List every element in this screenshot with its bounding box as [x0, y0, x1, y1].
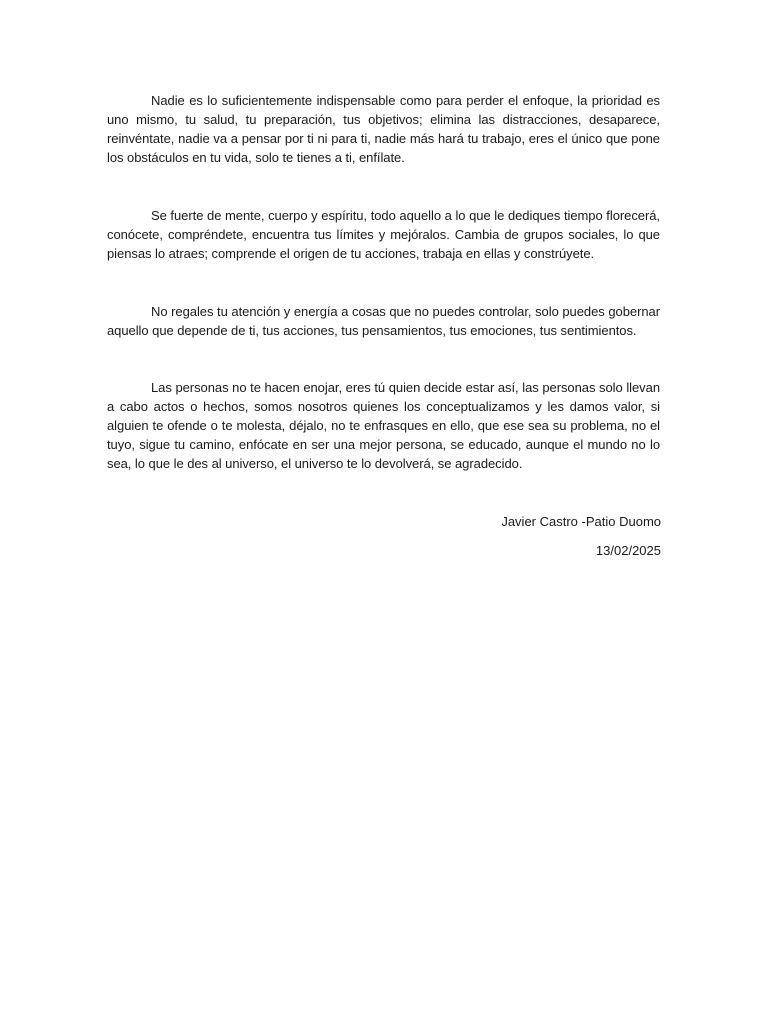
paragraph-2: Se fuerte de mente, cuerpo y espíritu, todo aquello a lo que le dediques tiempo florecerá, conócete, compréndete, encuentra tus límites y mejóralos. Cambia de grupos sociales, lo que piensas lo atraes; comprende el origen de tu acciones, trabaja en ellas y constrúyete. [107, 208, 660, 261]
document-date: 13/02/2025 [595, 543, 661, 558]
paragraph-4: Las personas no te hacen enojar, eres tú quien decide estar así, las personas solo llevan a cabo actos o hechos, somos nosotros quienes los conceptualizamos y les damos valor, si alguien te ofende o te molesta, déjalo, no te enfrasques en ello, que ese sea su problema, no el tuyo, sigue tu camino, enfócate en ser una mejor persona, se educado, aunque el mundo no lo sea, lo que le des al universo, el universo te lo devolverá, se agradecido. [107, 380, 660, 471]
author-signature: Javier Castro -Patio Duomo [501, 514, 661, 529]
paragraph-1: Nadie es lo suficientemente indispensable como para perder el enfoque, la prioridad es uno mismo, tu salud, tu preparación, tus objetivos; elimina las distracciones, desaparece, reinvéntate, nadie va a pensar por ti ni para ti, nadie más hará tu trabajo, eres el único que pone los obstáculos en tu vida, solo te tienes a ti, enfílate. [107, 93, 660, 165]
paragraph-3: No regales tu atención y energía a cosas que no puedes controlar, solo puedes gobernar aquello que depende de ti, tus acciones, tus pensamientos, tus emociones, tus sentimientos. [107, 304, 660, 338]
